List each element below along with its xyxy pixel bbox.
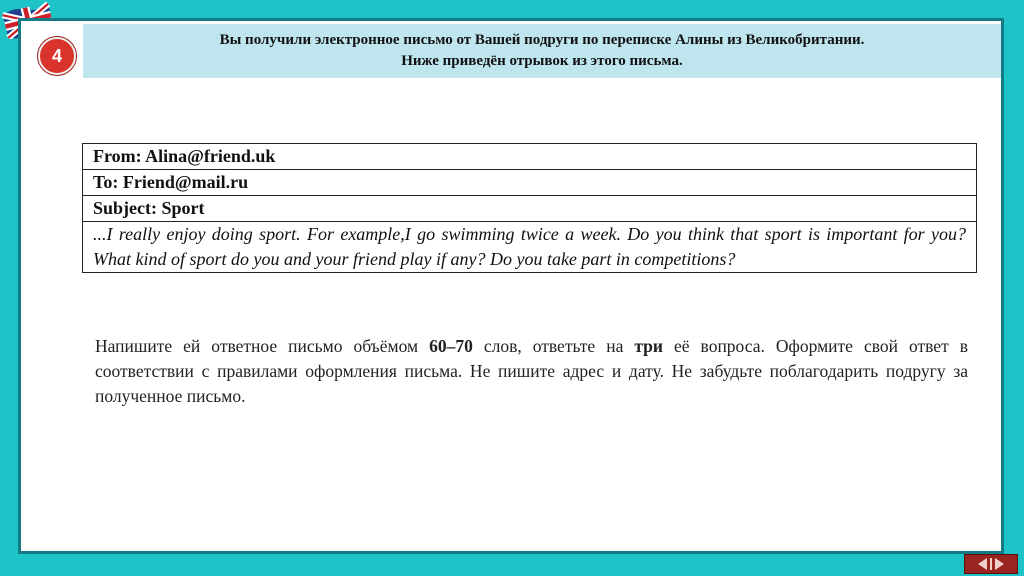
email-subject: Subject: Sport	[83, 196, 977, 222]
nav-divider	[990, 558, 992, 570]
instruction-text-3: её вопроса. Оформите свой ответ в соответствии с правилами оформления письма. Не пишите адрес и дату. Не забудьте поблагодарить подругу за полученное письмо.	[95, 336, 968, 406]
email-from: From: Alina@friend.uk	[83, 144, 977, 170]
instruction-text-1: Напишите ей ответное письмо объёмом	[95, 336, 430, 356]
email-body: ...I really enjoy doing sport. For example,I go swimming twice a week. Do you think that sport is important for you? What kind of sport do you and your friend play if any? Do you take part in competitions?	[83, 222, 977, 273]
instruction-question-count: три	[634, 336, 663, 356]
email-excerpt-table	[82, 143, 977, 273]
slide-frame	[18, 18, 1004, 554]
header-line-2: Ниже приведён отрывок из этого письма.	[401, 53, 683, 69]
slide-nav-control[interactable]	[964, 554, 1018, 574]
task-instruction	[95, 334, 968, 409]
task-header	[83, 24, 1001, 78]
instruction-text-2: слов, ответьте на	[472, 336, 635, 356]
header-line-1: Вы получили электронное письмо от Вашей подруги по переписке Алины из Великобритании.	[219, 32, 865, 48]
instruction-word-count: 60–70	[429, 336, 473, 356]
slide-number-badge: 4	[38, 37, 76, 75]
email-to: To: Friend@mail.ru	[83, 170, 977, 196]
triangle-left-icon[interactable]	[978, 558, 987, 570]
triangle-right-icon[interactable]	[995, 558, 1004, 570]
